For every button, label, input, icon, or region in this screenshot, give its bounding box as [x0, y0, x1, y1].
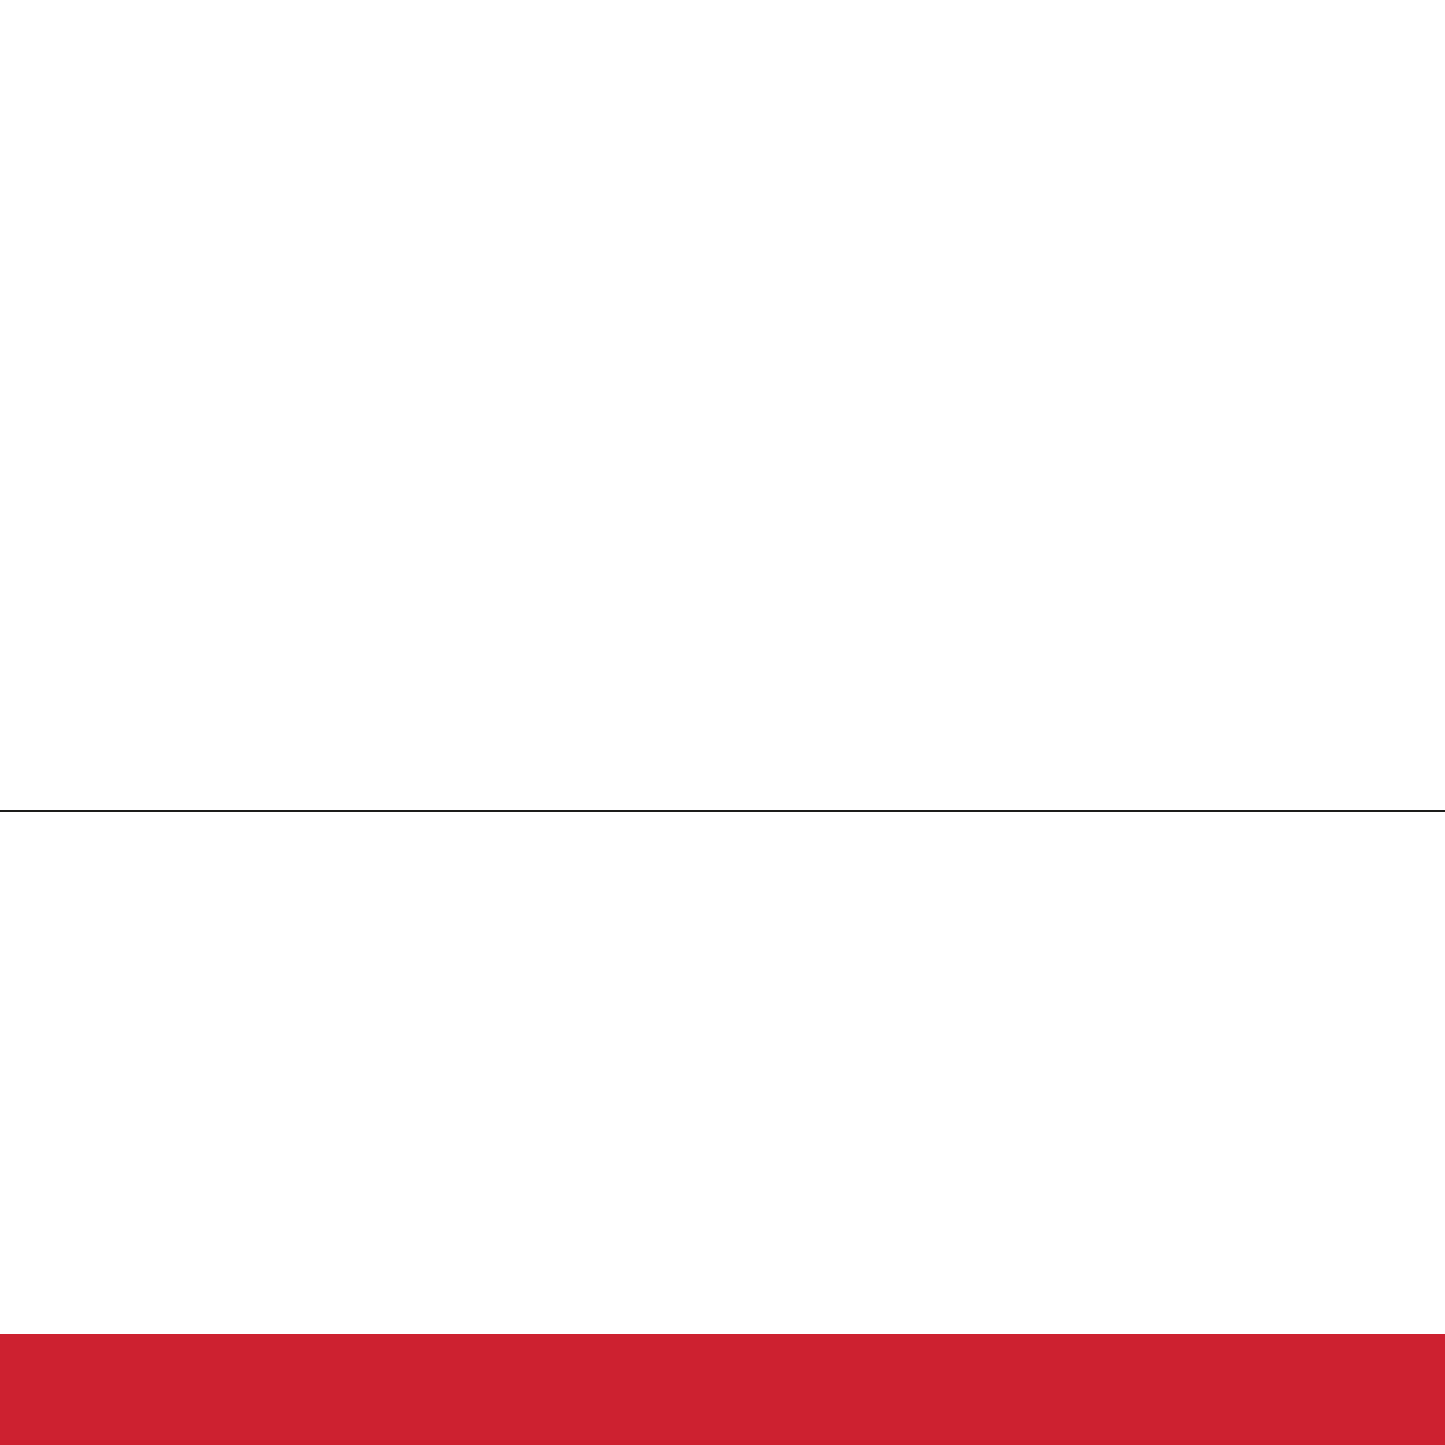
- nutrition-section: [0, 832, 1445, 1330]
- product-title-header: [0, 0, 1445, 180]
- language-instructions-section: [0, 192, 1445, 804]
- section-divider: [0, 810, 1445, 812]
- manufacturer-footer: [0, 1334, 1445, 1445]
